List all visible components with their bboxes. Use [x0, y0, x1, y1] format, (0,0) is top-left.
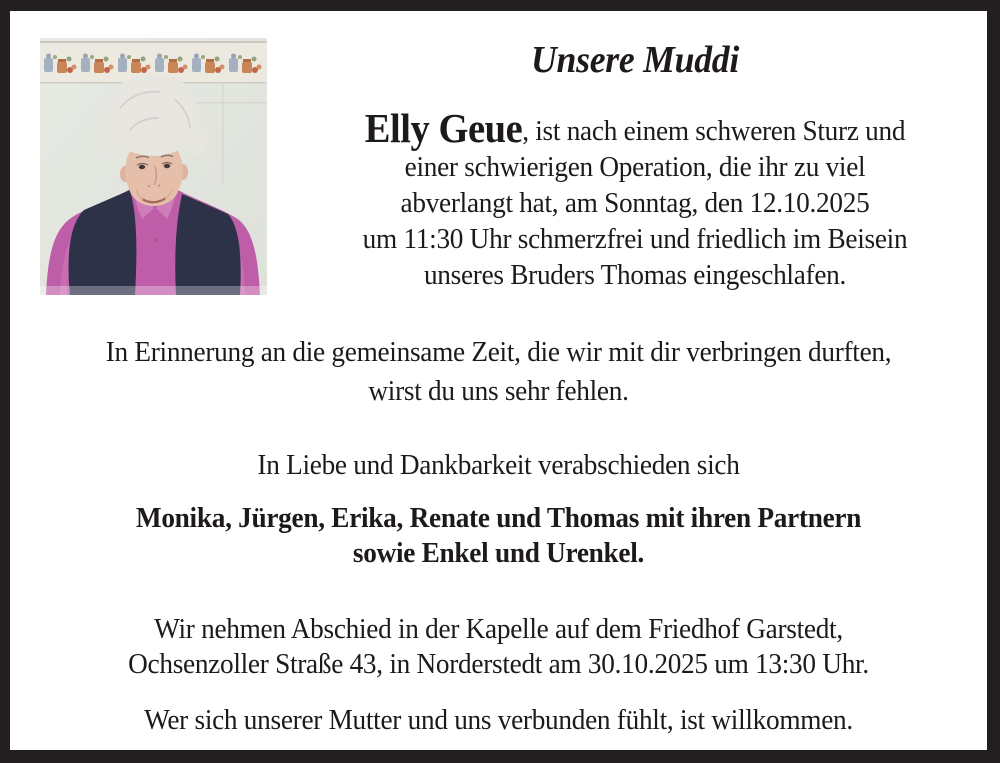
announcement-line: abverlangt hat, am Sonntag, den 12.10.2025: [400, 187, 870, 219]
closing-paragraph: [10, 703, 987, 738]
right-eye: [164, 164, 170, 168]
closing-line: Wer sich unserer Mutter und uns verbunden fühlt, ist willkommen.: [144, 704, 853, 736]
portrait-photo-illustration: [40, 38, 267, 295]
memory-line: In Erinnerung an die gemeinsame Zeit, die wir mit dir verbringen durften,: [105, 336, 892, 368]
mourners-line: Monika, Jürgen, Erika, Renate und Thomas mit ihren Partnern: [135, 502, 862, 534]
announcement-line: unseres Bruders Thomas eingeschlafen.: [423, 259, 847, 291]
service-line: Ochsenzoller Straße 43, in Norderstedt am 30.10.2025 um 13:30 Uhr.: [128, 648, 869, 680]
obituary-title: Unsere Muddi: [530, 39, 739, 81]
announcement-paragraph: [300, 105, 970, 293]
portrait-photo: [40, 38, 267, 295]
memory-line: wirst du uns sehr fehlen.: [368, 375, 629, 407]
memory-paragraph: [10, 333, 987, 411]
farewell-line: In Liebe und Dankbarkeit verabschieden sich: [257, 449, 740, 481]
deceased-name: Elly Geue: [364, 105, 523, 151]
announcement-line: [320, 105, 950, 151]
service-paragraph: [10, 612, 987, 682]
mourners-line: sowie Enkel und Urenkel.: [352, 537, 645, 569]
service-line: Wir nehmen Abschied in der Kapelle auf dem Friedhof Garstedt,: [154, 613, 843, 645]
mourners-paragraph: [10, 501, 987, 571]
blouse-button: [154, 238, 159, 243]
announcement-line-rest: , ist nach einem schweren Sturz und: [522, 115, 906, 147]
announcement-line: einer schwierigen Operation, die ihr zu viel: [404, 151, 866, 183]
farewell-intro: [10, 448, 987, 483]
photo-fade: [40, 286, 267, 295]
announcement-line: um 11:30 Uhr schmerzfrei und friedlich im Beisein: [362, 223, 908, 255]
left-eye: [139, 165, 145, 169]
